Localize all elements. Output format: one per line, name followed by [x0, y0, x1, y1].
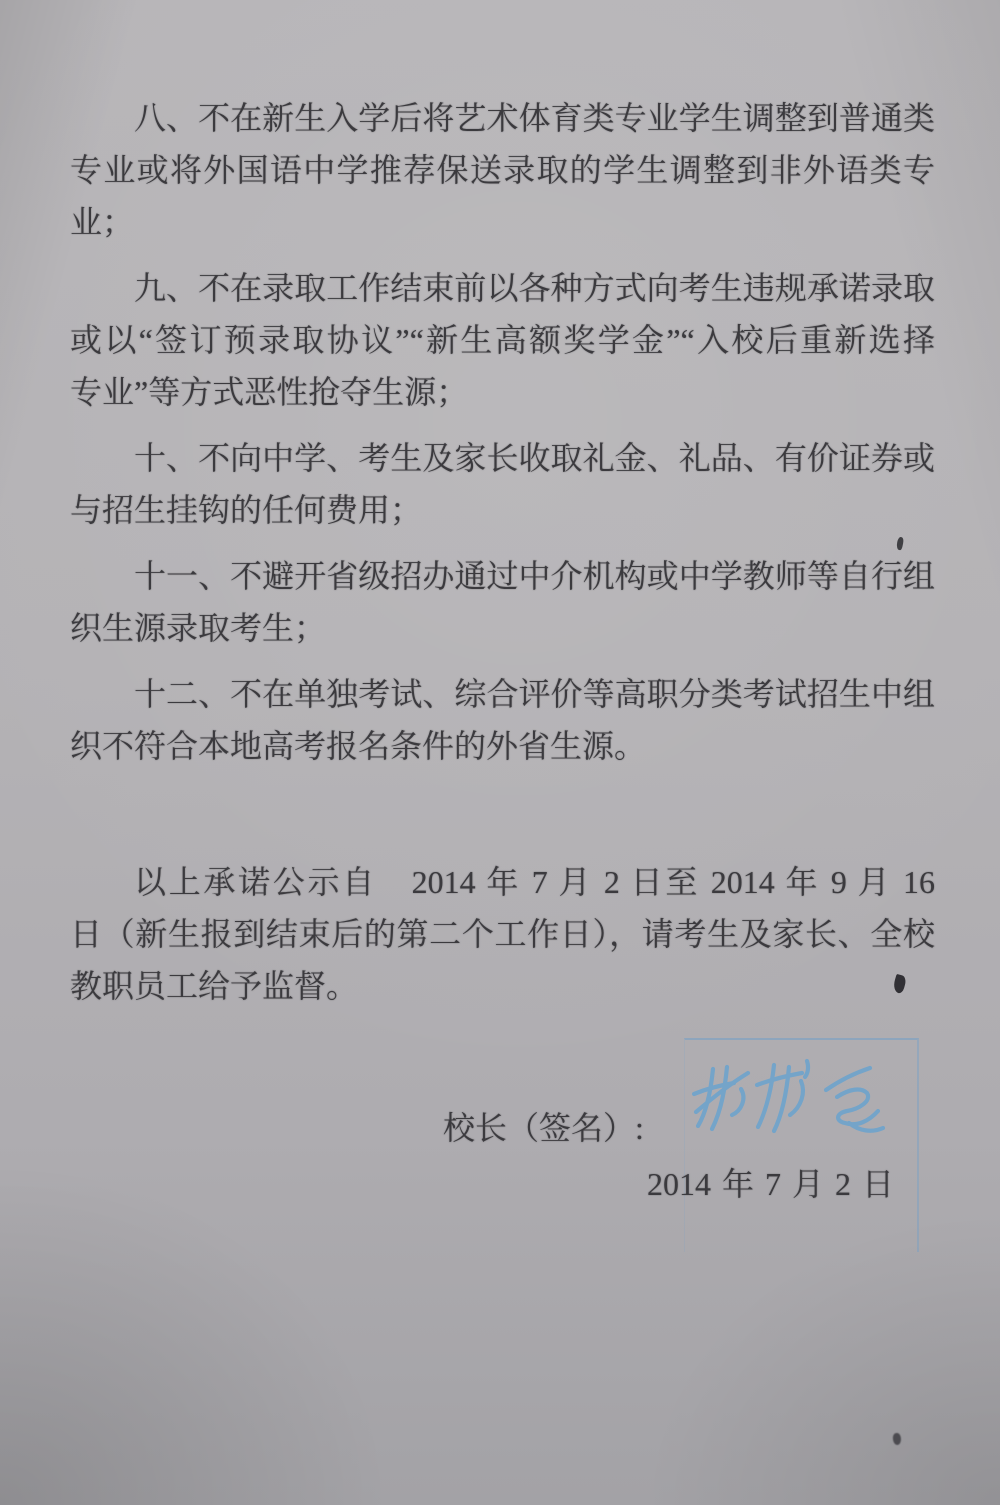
signature-date: 2014 年 7 月 2 日: [647, 1166, 895, 1202]
document-line: 织不符合本地高考报名条件的外省生源。: [70, 728, 647, 764]
paragraph-item-8: [70, 92, 935, 248]
document-line: 十、不向中学、考生及家长收取礼金、礼品、有价证券或: [134, 440, 935, 476]
document-line: 与招生挂钩的任何费用；: [70, 492, 423, 528]
document-line: 业；: [70, 204, 135, 240]
paragraph-item-12: [70, 668, 935, 772]
principal-signature-label: 校长（签名）:: [443, 1110, 644, 1146]
document-line: 专业或将外国语中学推荐保送录取的学生调整到非外语类专: [70, 152, 935, 188]
document-line: 八、不在新生入学后将艺术体育类专业学生调整到普通类: [134, 100, 935, 136]
document-line: 十二、不在单独考试、综合评价等高职分类考试招生中组: [134, 676, 935, 712]
document-line: 专业”等方式恶性抢夺生源；: [70, 374, 469, 410]
closing-paragraph: [70, 856, 935, 1012]
paragraph-item-11: [70, 550, 935, 654]
document-line: 以上承诺公示自 2014 年 7 月 2 日至 2014 年 9 月 16: [134, 864, 935, 900]
document-line: 九、不在录取工作结束前以各种方式向考生违规承诺录取: [134, 270, 935, 306]
paragraph-item-9: [70, 262, 935, 418]
document-line: 日（新生报到结束后的第二个工作日），请考生及家长、全校: [70, 916, 935, 952]
document-line: 十一、不避开省级招办通过中介机构或中学教师等自行组: [134, 558, 935, 594]
document-line: 教职员工给予监督。: [70, 968, 359, 1004]
document-line: 或以“签订预录取协议”“新生高额奖学金”“入校后重新选择: [70, 322, 935, 358]
document-body: [70, 92, 935, 1012]
paragraph-item-10: [70, 432, 935, 536]
document-line: 织生源录取考生；: [70, 610, 327, 646]
handwritten-signature-icon: [688, 1058, 893, 1142]
ink-speck: [892, 1433, 902, 1446]
